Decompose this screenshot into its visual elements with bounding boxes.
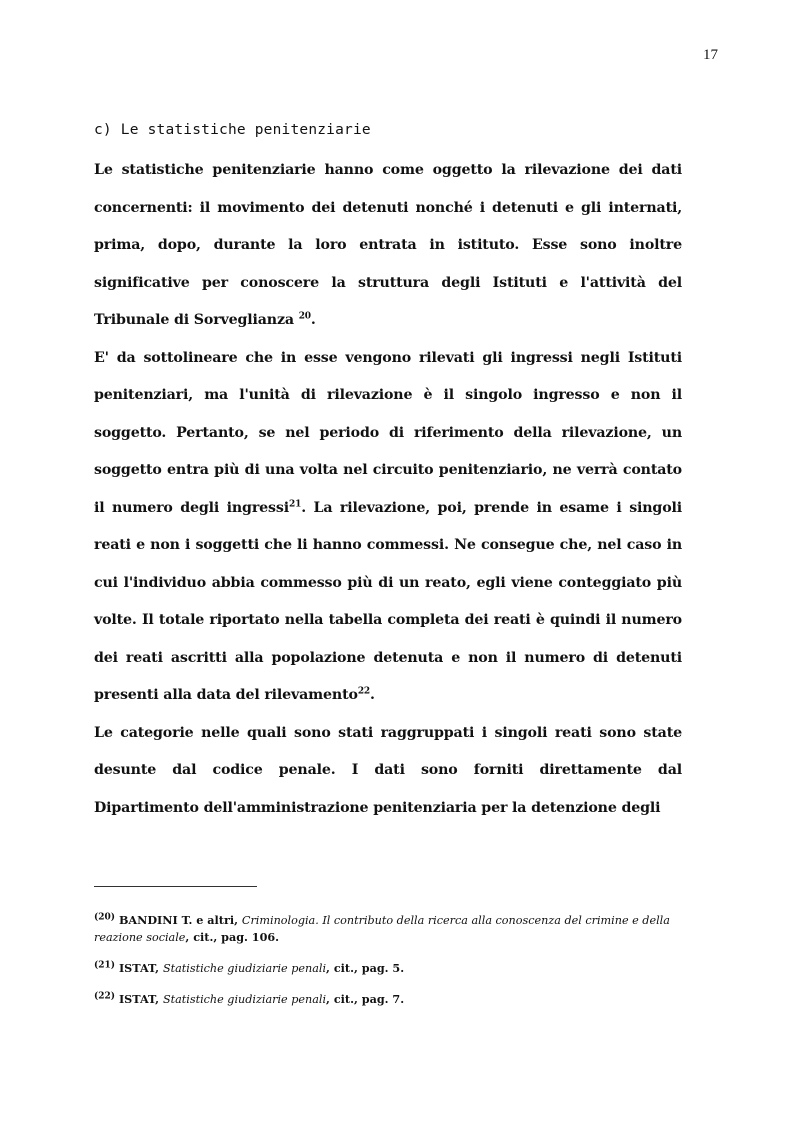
paragraph-2 [94, 340, 682, 715]
paragraph-text: . La rilevazione, poi, prende in esame i singoli reati e non i soggetti che li hanno commessi. Ne consegue che, nel caso in cui l'individuo abbia commesso più di un reato, egli viene conteggiato più volte. Il totale riportato nella tabella completa dei reati è quindi il numero dei reati ascritti alla popolazione detenuta e non il numero di detenuti presenti alla data del rilevamento [94, 499, 682, 703]
footnote-citation: , cit., pag. 106. [185, 930, 280, 944]
footnote-title: Statistiche giudiziarie penali [162, 993, 327, 1006]
footnote-author: ISTAT, [118, 961, 163, 975]
footnote-ref-20[interactable]: 20 [298, 311, 311, 322]
paragraph-text: E' da sottolineare che in esse vengono rilevati gli ingressi negli Istituti penitenziari, ma l'unità di rilevazione è il singolo ingresso e non il soggetto. Pertanto, se nel periodo di riferimento della rilevazione, un soggetto entra più di una volta nel circuito penitenziario, ne verrà contato il numero degli ingressi [94, 349, 682, 516]
paragraph-1 [94, 152, 682, 340]
footnote-22 [94, 991, 686, 1008]
footnote-number: (21) [94, 960, 116, 971]
paragraph-3 [94, 715, 682, 828]
footnote-number: (22) [94, 991, 116, 1002]
footnote-number: (20) [94, 912, 116, 923]
footnote-citation: , cit., pag. 7. [326, 992, 405, 1006]
body-text [94, 152, 682, 827]
footnote-title: Statistiche giudiziarie penali [162, 962, 327, 975]
footnote-20 [94, 912, 686, 946]
footnote-divider [94, 886, 257, 887]
paragraph-text: . [310, 312, 316, 328]
footnote-ref-22[interactable]: 22 [357, 686, 371, 697]
page-number: 17 [703, 47, 718, 63]
footnote-21 [94, 960, 686, 977]
footnote-author: ISTAT, [118, 992, 163, 1006]
section-heading: c) Le statistiche penitenziarie [94, 122, 371, 138]
footnote-title: Criminologia. Il contributo della ricerca alla conoscenza del crimine e della reazione sociale [94, 914, 670, 944]
footnote-citation: , cit., pag. 5. [326, 961, 405, 975]
footnote-ref-21[interactable]: 21 [288, 498, 302, 509]
footnote-author: BANDINI T. e altri, [118, 913, 242, 927]
footnotes [94, 912, 686, 1022]
paragraph-text: Le statistiche penitenziarie hanno come oggetto la rilevazione dei dati concernenti: il movimento dei detenuti nonché i detenuti e gli internati, prima, dopo, durante la loro entrata in istituto. Esse sono inoltre significative per conoscere la struttura degli Istituti e l'attività del Tribunale di Sorveglianza [94, 162, 682, 328]
paragraph-text: . [370, 687, 375, 703]
paragraph-text: Le categorie nelle quali sono stati raggruppati i singoli reati sono state desunte dal codice penale. I dati sono forniti direttamente dal Dipartimento dell'amministrazione penitenziaria per la detenzione degli [94, 724, 682, 816]
